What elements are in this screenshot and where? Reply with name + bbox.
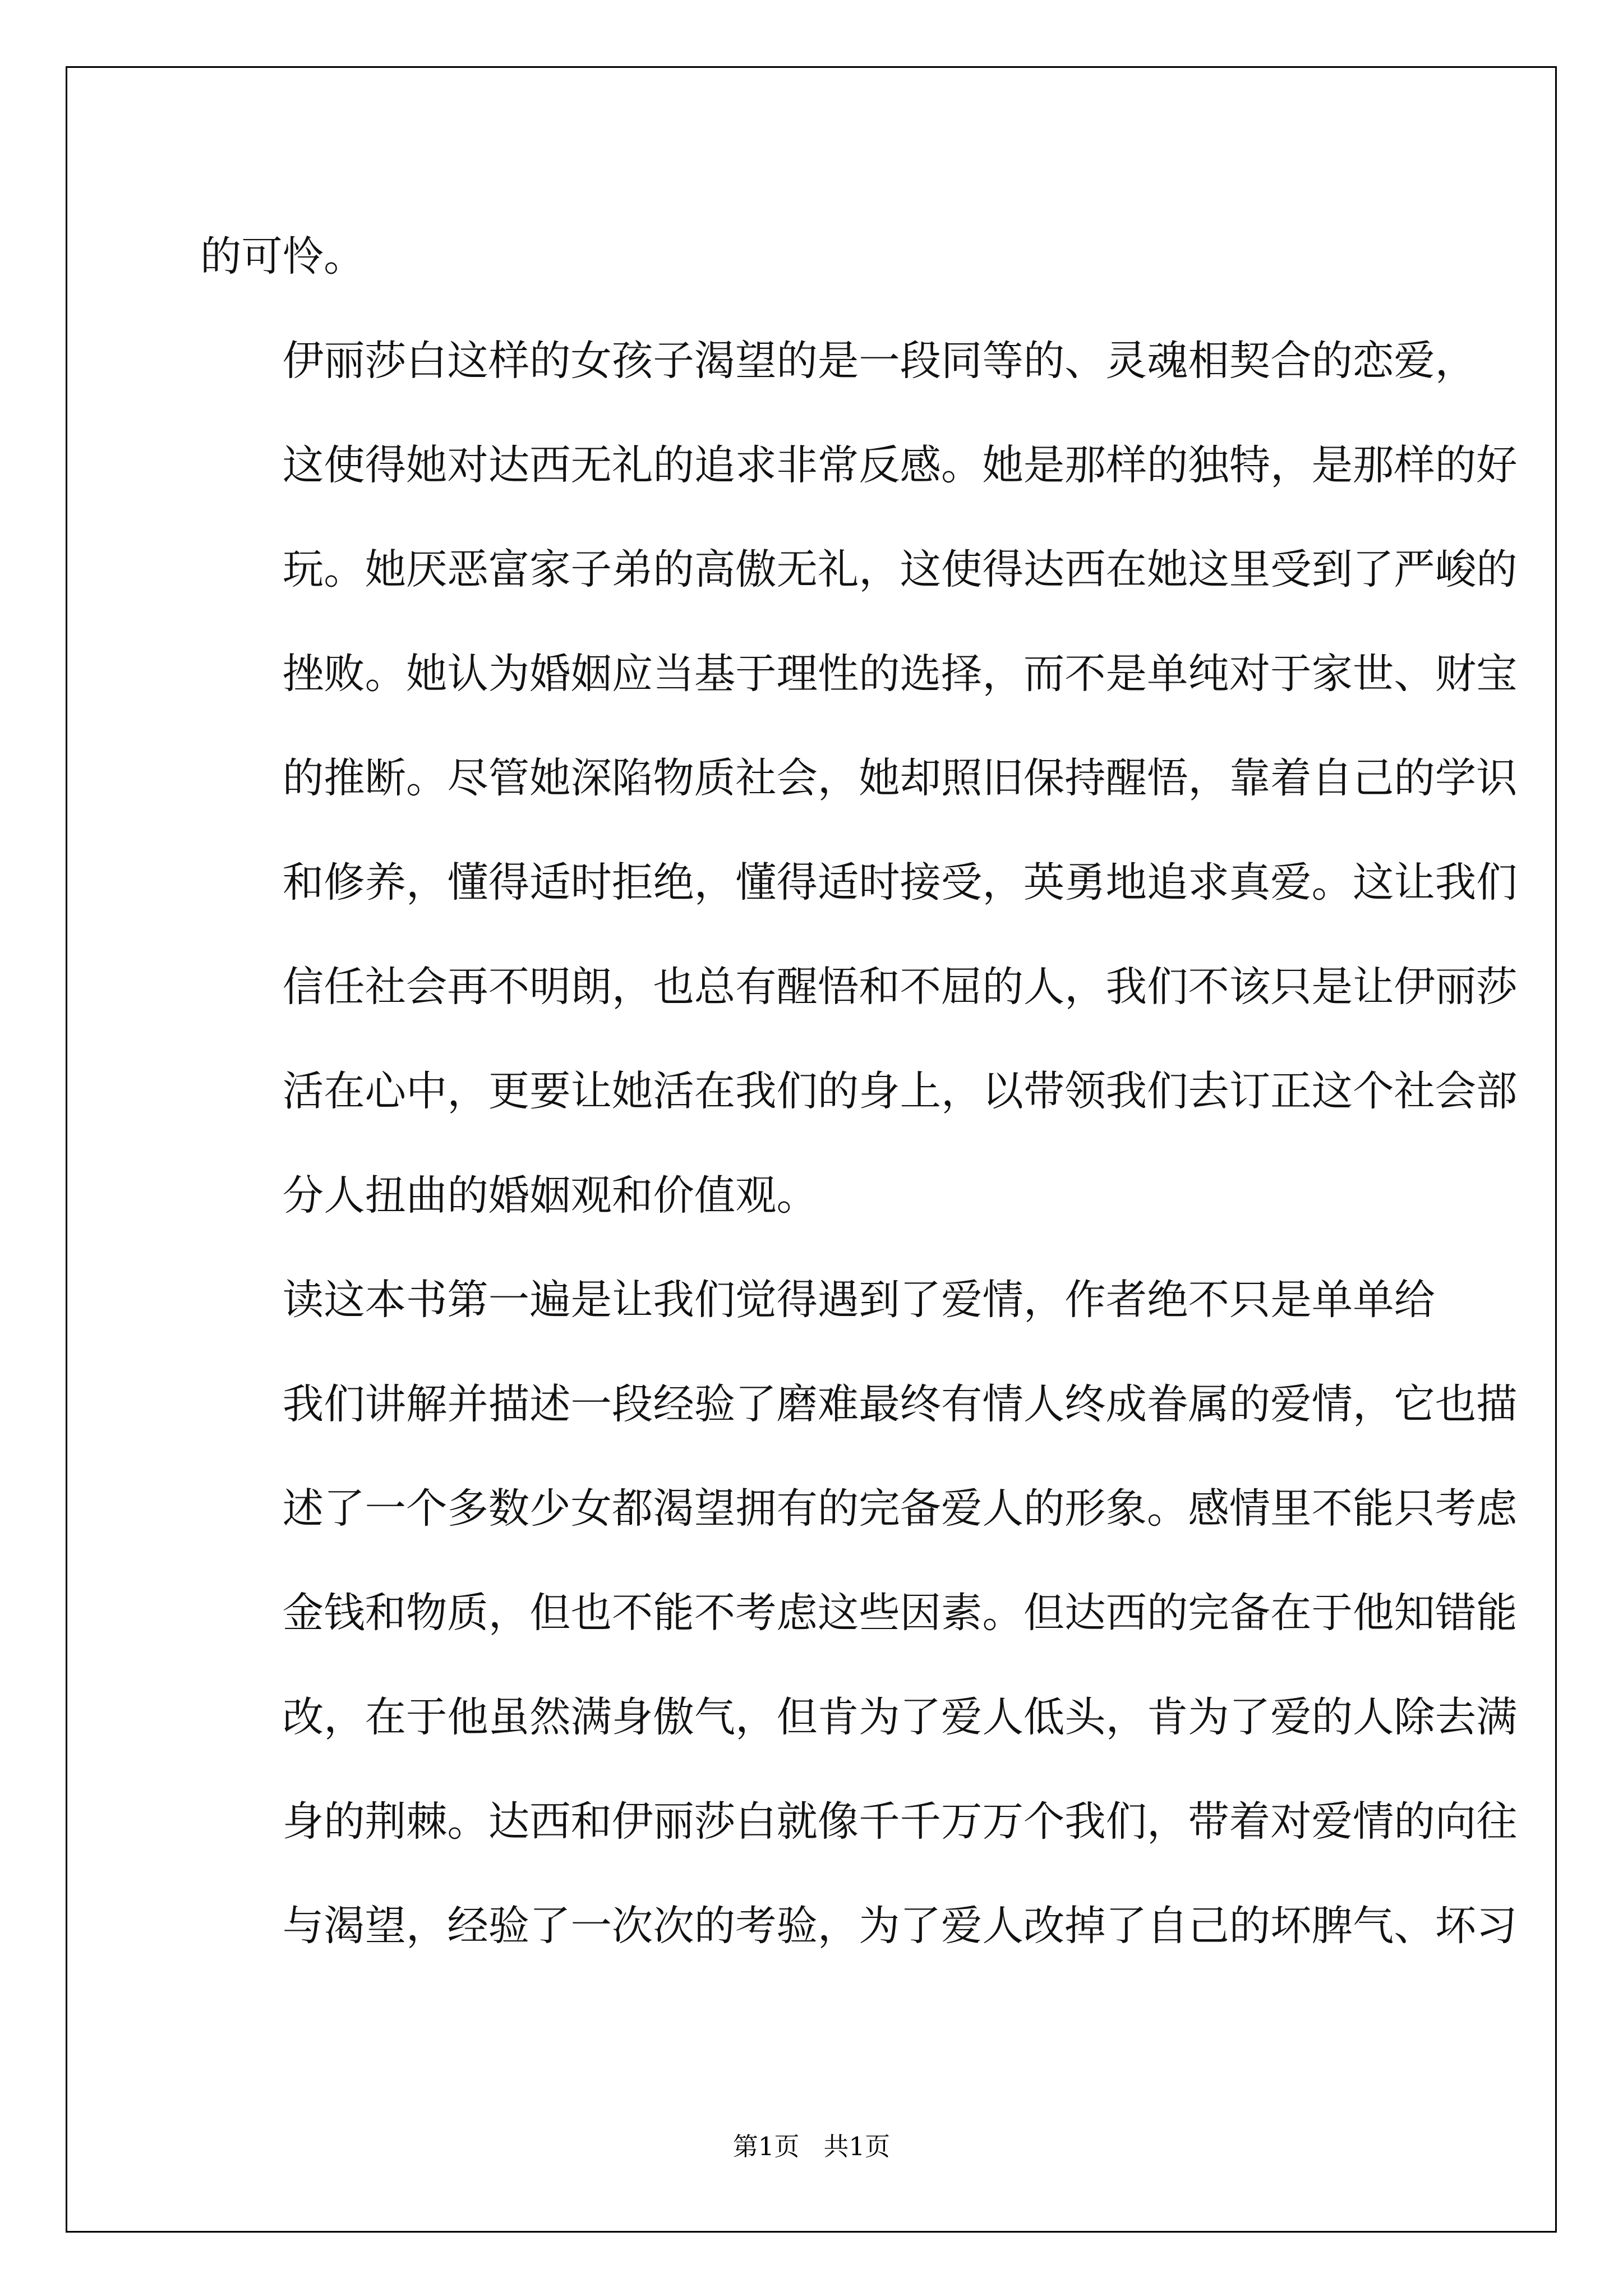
- text-line: 的可怜。: [200, 233, 365, 280]
- text-line: 金钱和物质，但也不能不考虑这些因素。但达西的完备在于他知错能: [282, 1589, 1518, 1637]
- text-line: 玩。她厌恶富家子弟的高傲无礼，这使得达西在她这里受到了严峻的: [282, 546, 1518, 593]
- text-line: 我们讲解并描述一段经验了磨难最终有情人终成眷属的爱情，它也描: [282, 1381, 1518, 1428]
- text-line: 读这本书第一遍是让我们觉得遇到了爱情，作者绝不只是单单给: [282, 1276, 1435, 1324]
- text-line: 这使得她对达西无礼的追求非常反感。她是那样的独特，是那样的好: [282, 441, 1518, 489]
- text-line: 述了一个多数少女都渴望拥有的完备爱人的形象。感情里不能只考虑: [282, 1485, 1518, 1533]
- document-body: [200, 205, 1518, 1978]
- text-line: 分人扭曲的婚姻观和价值观。: [282, 1172, 818, 1220]
- text-line: 的推断。尽管她深陷物质社会，她却照旧保持醒悟，靠着自己的学识: [282, 754, 1518, 802]
- page-footer: [0, 2126, 1623, 2162]
- page-total: 共1页: [823, 2132, 891, 2161]
- paragraph-1: [200, 205, 1435, 309]
- text-line: 信任社会再不明朗，也总有醒悟和不屈的人，我们不该只是让伊丽莎: [282, 963, 1518, 1011]
- paragraph-3: [200, 1248, 1518, 1978]
- page-number: 第1页: [732, 2132, 800, 2161]
- paragraph-2: [200, 309, 1518, 1248]
- text-line: 改，在于他虽然满身傲气，但肯为了爱人低头，肯为了爱的人除去满: [282, 1694, 1518, 1741]
- text-line: 伊丽莎白这样的女孩子渴望的是一段同等的、灵魂相契合的恋爱，: [282, 337, 1477, 385]
- text-line: 和修养，懂得适时拒绝，懂得适时接受，英勇地追求真爱。这让我们: [282, 859, 1518, 907]
- text-line: 与渴望，经验了一次次的考验，为了爱人改掉了自己的坏脾气、坏习: [282, 1902, 1518, 1950]
- text-line: 身的荆棘。达西和伊丽莎白就像千千万万个我们，带着对爱情的向往: [282, 1798, 1518, 1846]
- text-line: 活在心中，更要让她活在我们的身上，以带领我们去订正这个社会部: [282, 1068, 1518, 1115]
- text-line: 挫败。她认为婚姻应当基于理性的选择，而不是单纯对于家世、财宝: [282, 650, 1518, 698]
